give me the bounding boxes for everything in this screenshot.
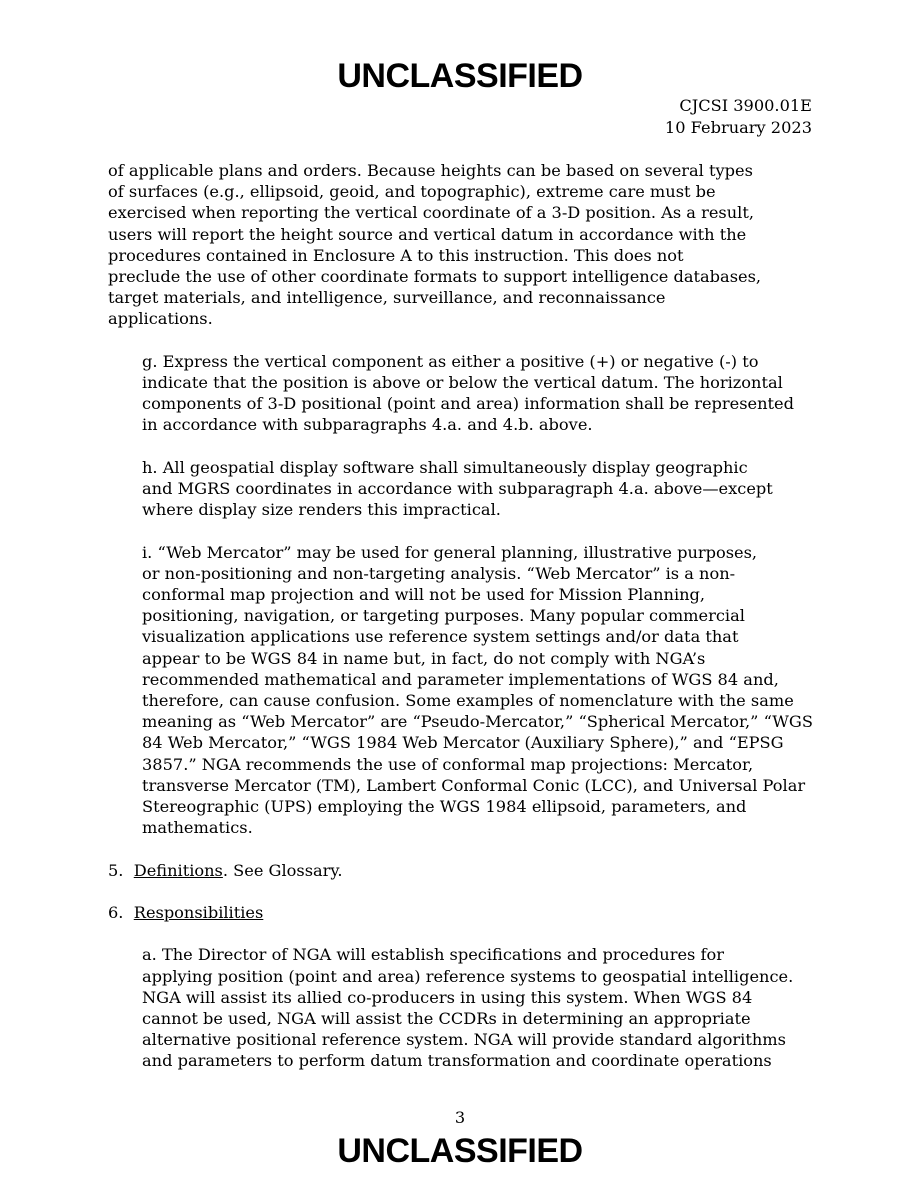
document-number: CJCSI 3900.01E [679,96,812,115]
classification-footer: UNCLASSIFIED [337,1132,583,1170]
text-line: users will report the height source and vertical datum in accordance with the [108,224,747,244]
text-line: conformal map projection and will not be used for Mission Planning, [142,585,706,605]
text-line: appear to be WGS 84 in name but, in fact, do not comply with NGA’s [142,648,706,668]
text-line: target materials, and intelligence, surveillance, and reconnaissance [108,288,666,308]
paragraph-g [108,351,815,436]
paragraph-continuation [108,160,815,330]
paragraph-i [108,542,815,839]
section-6-responsibilities [108,902,815,923]
text-line: in accordance with subparagraphs 4.a. and 4.b. above. [142,415,593,435]
document-date: 10 February 2023 [664,118,812,137]
paragraph-h [108,457,815,521]
text-line: transverse Mercator (TM), Lambert Conformal Conic (LCC), and Universal Polar [142,775,806,795]
text-line: components of 3-D positional (point and area) information shall be represented [142,394,794,414]
section-number: 5. [108,860,124,880]
classification-header: UNCLASSIFIED [337,57,583,95]
text-line: and parameters to perform datum transformation and coordinate operations [142,1051,772,1071]
text-line: i. “Web Mercator” may be used for general planning, illustrative purposes, [142,542,758,562]
text-line: indicate that the position is above or below the vertical datum. The horizontal [142,373,783,393]
text-line: 3857.” NGA recommends the use of conformal map projections: Mercator, [142,754,754,774]
text-line: procedures contained in Enclosure A to this instruction. This does not [108,245,684,265]
text-line: exercised when reporting the vertical coordinate of a 3-D position. As a result, [108,203,754,223]
text-line: alternative positional reference system. NGA will provide standard algorithms [142,1030,786,1050]
text-line: or non-positioning and non-targeting analysis. “Web Mercator” is a non- [142,563,736,583]
text-line: and MGRS coordinates in accordance with subparagraph 4.a. above—except [142,479,773,499]
section-number: 6. [108,903,124,923]
text-line: 84 Web Mercator,” “WGS 1984 Web Mercator (Auxiliary Sphere),” and “EPSG [142,733,784,753]
text-line: preclude the use of other coordinate formats to support intelligence databases, [108,267,762,287]
text-line: Stereographic (UPS) employing the WGS 1984 ellipsoid, parameters, and [142,797,747,817]
text-line: visualization applications use reference system settings and/or data that [142,627,739,647]
body-text [108,160,815,1093]
text-line: meaning as “Web Mercator” are “Pseudo-Mercator,” “Spherical Mercator,” “WGS [142,712,813,732]
page-number: 3 [454,1108,466,1127]
text-line: NGA will assist its allied co-producers in using this system. When WGS 84 [142,987,753,1007]
section-5-definitions [108,860,815,881]
text-line: where display size renders this impractical. [142,500,501,520]
text-line: therefore, can cause confusion. Some examples of nomenclature with the same [142,691,794,711]
section-title: Definitions [133,860,223,880]
text-line: recommended mathematical and parameter implementations of WGS 84 and, [142,669,779,689]
text-line: g. Express the vertical component as either a positive (+) or negative (-) to [142,351,759,371]
section-text: . See Glossary. [222,860,343,880]
text-line: of applicable plans and orders. Because heights can be based on several types [108,161,753,180]
text-line: cannot be used, NGA will assist the CCDRs in determining an appropriate [142,1009,751,1029]
text-line: applications. [108,309,213,329]
paragraph-a [108,944,815,1071]
text-line: a. The Director of NGA will establish specifications and procedures for [142,945,724,965]
text-line: applying position (point and area) reference systems to geospatial intelligence. [142,966,794,986]
text-line: h. All geospatial display software shall simultaneously display geographic [142,457,748,477]
text-line: of surfaces (e.g., ellipsoid, geoid, and topographic), extreme care must be [108,182,716,202]
section-title: Responsibilities [133,903,264,923]
text-line: mathematics. [142,818,253,838]
text-line: positioning, navigation, or targeting purposes. Many popular commercial [142,606,745,626]
document-identifier [665,95,812,139]
